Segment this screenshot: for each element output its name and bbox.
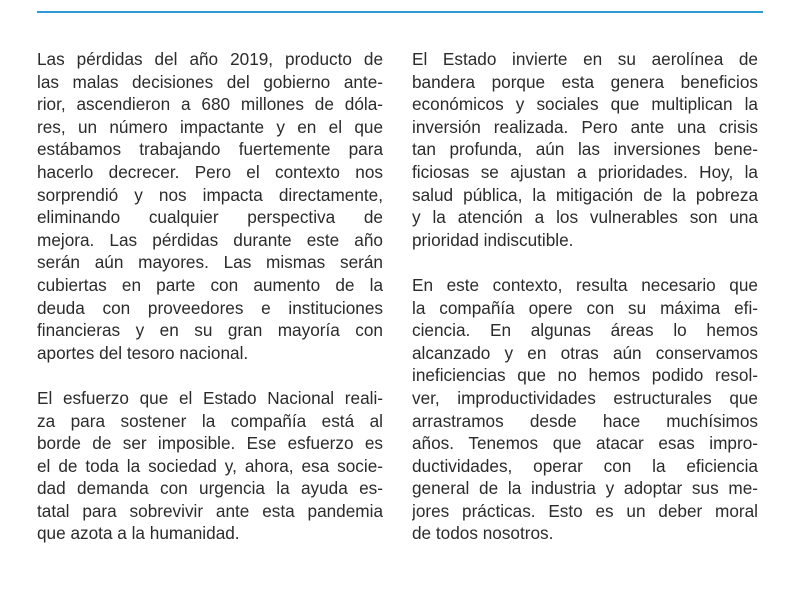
text-line: de todos nosotros. <box>412 523 554 544</box>
right-column <box>412 48 758 545</box>
text-line: dad demanda con urgencia la ayuda es- <box>37 478 383 499</box>
right-paragraph-2 <box>412 274 758 545</box>
text-line: arrastramos desde hace muchísimos <box>412 410 758 431</box>
left-paragraph-2 <box>37 387 383 545</box>
text-line: económicos y sociales que multiplican la <box>412 94 758 115</box>
text-line: serán aún mayores. Las mismas serán <box>37 252 383 273</box>
text-line: hacerlo decrecer. Pero el contexto nos <box>37 161 383 182</box>
text-line: que azota a la humanidad. <box>37 523 240 544</box>
text-line: za para sostener la compañía está al <box>37 410 383 431</box>
text-line: El esfuerzo que el Estado Nacional reali- <box>37 387 383 408</box>
text-line: rior, ascendieron a 680 millones de dóla- <box>37 94 383 115</box>
header-divider <box>37 11 763 13</box>
text-line: la compañía opere con su máxima efi- <box>412 297 758 318</box>
text-line: bandera porque esta genera beneficios <box>412 71 758 92</box>
text-line: ficiosas se ajustan a prioridades. Hoy, la <box>412 161 758 182</box>
text-line: borde de ser imposible. Ese esfuerzo es <box>37 433 383 454</box>
text-line: Las pérdidas del año 2019, producto de <box>37 49 383 69</box>
text-line: ver, improductividades estructurales que <box>412 387 758 408</box>
text-line: tatal para sobrevivir ante esta pandemia <box>37 500 383 521</box>
text-line: salud pública, la mitigación de la pobreza <box>412 184 758 205</box>
text-line: ciencia. En algunas áreas lo hemos <box>412 320 758 341</box>
paragraph-gap <box>37 364 383 387</box>
text-line: las malas decisiones del gobierno ante- <box>37 71 383 92</box>
text-line: El Estado invierte en su aerolínea de <box>412 49 758 69</box>
text-line: ductividades, operar con la eficiencia <box>412 455 758 476</box>
text-line: financieras y en su gran mayoría con <box>37 320 383 341</box>
text-line: eliminando cualquier perspectiva de <box>37 207 383 228</box>
text-line: tan profunda, aún las inversiones bene- <box>412 139 758 160</box>
text-line: res, un número impactante y en el que <box>37 116 383 137</box>
text-line: años. Tenemos que atacar esas impro- <box>412 433 758 454</box>
text-line: y la atención a los vulnerables son una <box>412 207 758 228</box>
text-line: inversión realizada. Pero ante una crisis <box>412 116 758 137</box>
text-line: sorprendió y nos impacta directamente, <box>37 184 383 205</box>
text-line: mejora. Las pérdidas durante este año <box>37 229 383 250</box>
text-line: prioridad indiscutible. <box>412 229 574 250</box>
text-line: aportes del tesoro nacional. <box>37 342 249 363</box>
right-paragraph-1 <box>412 48 758 251</box>
text-line: alcanzado y en otras aún conservamos <box>412 342 758 363</box>
left-column <box>37 48 383 545</box>
text-line: estábamos trabajando fuertemente para <box>37 139 383 160</box>
paragraph-gap <box>412 251 758 274</box>
text-line: deuda con proveedores e instituciones <box>37 297 383 318</box>
text-line: En este contexto, resulta necesario que <box>412 274 758 295</box>
text-line: cubiertas en parte con aumento de la <box>37 274 383 295</box>
text-line: general de la industria y adoptar sus me- <box>412 478 758 499</box>
text-line: ineficiencias que no hemos podido resol- <box>412 365 758 386</box>
left-paragraph-1 <box>37 48 383 364</box>
text-line: jores prácticas. Esto es un deber moral <box>412 500 758 521</box>
text-line: el de toda la sociedad y, ahora, esa socie- <box>37 455 383 476</box>
